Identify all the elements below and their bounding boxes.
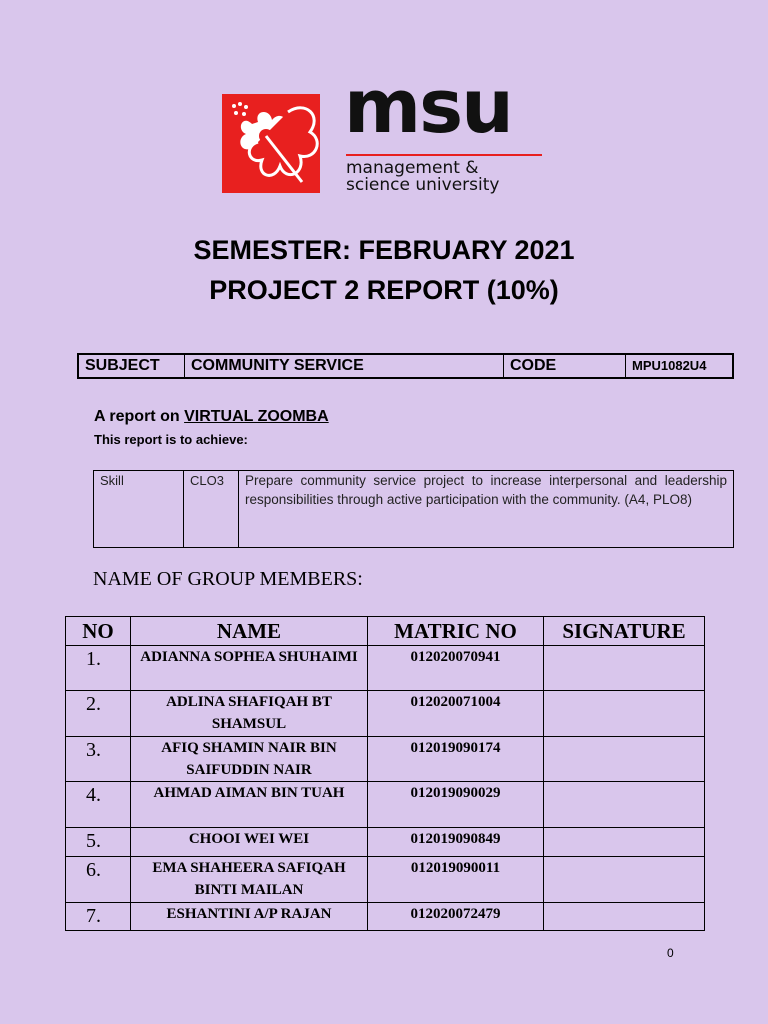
report-title: PROJECT 2 REPORT (10%) — [209, 275, 559, 305]
row-matric: 012020072479 — [368, 903, 544, 931]
table-row — [66, 782, 705, 828]
hibiscus-logo-icon — [222, 94, 320, 193]
logo-wordmark: msu — [344, 64, 512, 150]
skill-description: Prepare community service project to increase interpersonal and leadership responsibilities through active participation with the community. (A4, PLO8) — [239, 471, 734, 548]
row-matric: 012020071004 — [368, 691, 544, 737]
report-topic — [94, 408, 329, 426]
row-name: ESHANTINI A/P RAJAN — [131, 903, 368, 931]
table-row — [66, 857, 705, 903]
subject-value: COMMUNITY SERVICE — [185, 354, 504, 378]
row-name: EMA SHAHEERA SAFIQAH BINTI MAILAN — [131, 857, 368, 903]
row-matric: 012019090011 — [368, 857, 544, 903]
row-no: 6. — [66, 857, 131, 903]
report-topic-name: VIRTUAL ZOOMBA — [184, 408, 329, 425]
msu-logo — [222, 64, 552, 200]
code-value: MPU1082U4 — [626, 354, 734, 378]
subject-table — [77, 353, 734, 379]
row-signature — [544, 646, 705, 691]
row-signature — [544, 857, 705, 903]
row-name: AHMAD AIMAN BIN TUAH — [131, 782, 368, 828]
page-number: 0 — [667, 946, 674, 960]
logo-subtitle — [346, 160, 499, 194]
col-matric: MATRIC NO — [368, 617, 544, 646]
col-signature: SIGNATURE — [544, 617, 705, 646]
row-no: 1. — [66, 646, 131, 691]
subject-label: SUBJECT — [78, 354, 185, 378]
table-row — [66, 646, 705, 691]
report-prefix: A report on — [94, 408, 180, 425]
semester-title: SEMESTER: FEBRUARY 2021 — [193, 235, 575, 265]
row-name: CHOOI WEI WEI — [131, 828, 368, 857]
row-no: 4. — [66, 782, 131, 828]
skill-type: Skill — [94, 471, 184, 548]
row-matric: 012019090029 — [368, 782, 544, 828]
table-row — [66, 903, 705, 931]
achieve-text: This report is to achieve: — [94, 432, 248, 447]
group-members-heading: NAME OF GROUP MEMBERS: — [93, 568, 363, 590]
skill-clo: CLO3 — [184, 471, 239, 548]
col-no: NO — [66, 617, 131, 646]
skill-table — [93, 470, 734, 548]
row-no: 7. — [66, 903, 131, 931]
logo-subtitle-line1: management & — [346, 158, 479, 178]
code-label: CODE — [504, 354, 626, 378]
table-row — [66, 828, 705, 857]
row-signature — [544, 691, 705, 737]
col-name: NAME — [131, 617, 368, 646]
row-no: 5. — [66, 828, 131, 857]
row-name: ADIANNA SOPHEA SHUHAIMI — [131, 646, 368, 691]
row-name: AFIQ SHAMIN NAIR BIN SAIFUDDIN NAIR — [131, 737, 368, 782]
row-no: 3. — [66, 737, 131, 782]
row-no: 2. — [66, 691, 131, 737]
row-signature — [544, 782, 705, 828]
logo-subtitle-line2: science university — [346, 175, 500, 195]
row-matric: 012020070941 — [368, 646, 544, 691]
row-name: ADLINA SHAFIQAH BT SHAMSUL — [131, 691, 368, 737]
row-signature — [544, 903, 705, 931]
row-matric: 012019090849 — [368, 828, 544, 857]
row-matric: 012019090174 — [368, 737, 544, 782]
logo-divider — [346, 154, 542, 156]
table-row — [66, 737, 705, 782]
row-signature — [544, 828, 705, 857]
row-signature — [544, 737, 705, 782]
table-row — [66, 691, 705, 737]
members-table — [65, 616, 705, 931]
